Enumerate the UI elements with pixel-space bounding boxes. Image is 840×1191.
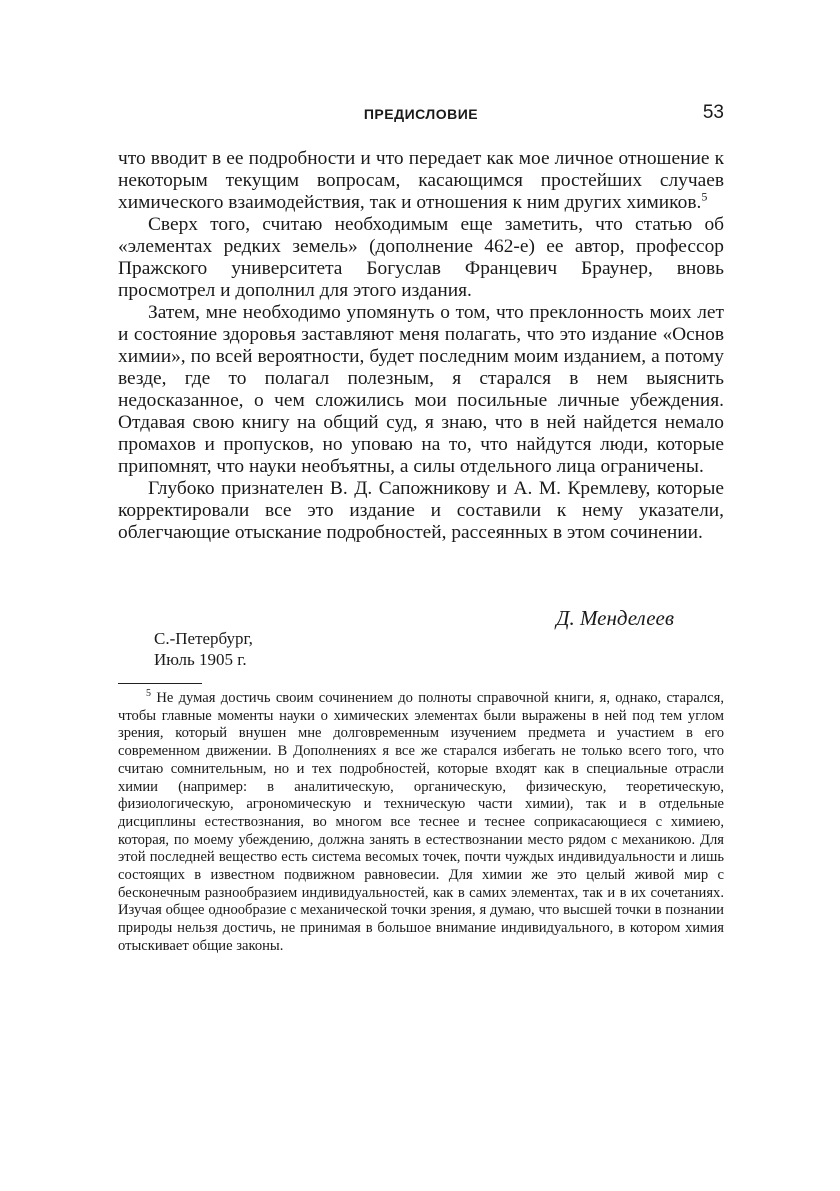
paragraph-2: Сверх того, считаю необходимым еще заметить, что статью об «элементах редких земель» (дополнение 462-е) ее автор, профессор Пражского университета Богуслав Францевич Браунер, вновь просмотрел и дополнил для этого издания. [118,214,724,301]
footnote-text: Не думая достичь своим сочинением до полноты справочной книги, я, однако, старался, чтобы главные моменты науки о химических элементах были выражены в ней под тем углом зрения, который внушен мне долговременным изучением предмета и участием в его современном движении. В Дополнениях я все же старался избегать не только всего того, что считаю сомнительным, но и тех подробностей, которые входят как в специальные отрасли химии (например: в аналитическую, органическую, физическую, теоретическую, физиологическую, агрономическую и техническую части химии), так и в отдельные дисциплины естествознания, во многом все теснее и теснее соприкасающиеся с химиею, которая, по моему убеждению, должна занять в естествознании место рядом с механикою. Для этой последней вещество есть система весомых точек, почти чуждых индивидуальности и лишь состоящих в известном подвижном равновесии. Для химии же это целый живой мир с бесконечным разнообразием индивидуальностей, как в самих элементах, так и в их сочетаниях. Изучая общее однообразие с механической точки зрения, я думаю, что высшей точки в познании природы нельзя достичь, не принимая в большое внимание индивидуального, в котором химия отыскивает общие законы. [118,690,724,954]
footnote-divider [118,683,202,684]
paragraph-1 [118,148,724,214]
paragraph-3: Затем, мне необходимо упомянуть о том, что преклонность моих лет и состояние здоровья заставляют меня полагать, что это издание «Основ химии», по всей вероятности, будет последним моим изданием, а потому везде, где то полагал полезным, я старался в нем выяснить недосказанное, о чем сложились мои посильные личные убеждения. Отдавая свою книгу на общий суд, я знаю, что в ней найдется немало промахов и пропусков, но уповаю на то, что найдутся люди, которые припомнят, что науки необъятны, а силы отдельного лица ограничены. [118,302,724,477]
running-title: ПРЕДИСЛОВИЕ [363,106,479,122]
paragraph-1-text: что вводит в ее подробности и что передает как мое личное отношение к некоторым текущим вопросам, касающимся простейших случаев химического взаимодействия, так и отношения к ним других химиков. [118,148,724,213]
date: Июль 1905 г. [154,650,247,669]
place-date [154,628,253,670]
footnote-ref: 5 [701,189,708,204]
main-text [118,148,724,544]
footnote-marker: 5 [146,688,151,700]
place: С.-Петербург, [154,629,253,648]
page-number: 53 [702,102,724,123]
footnote [118,690,724,956]
author-signature: Д. Менделеев [556,606,674,630]
paragraph-4: Глубоко признателен В. Д. Сапожникову и А. М. Кремлеву, которые корректировали все это издание и составили к нему указатели, облегчающие отыскание подробностей, рассеянных в этом сочинении. [118,478,724,543]
page-header [118,102,724,132]
